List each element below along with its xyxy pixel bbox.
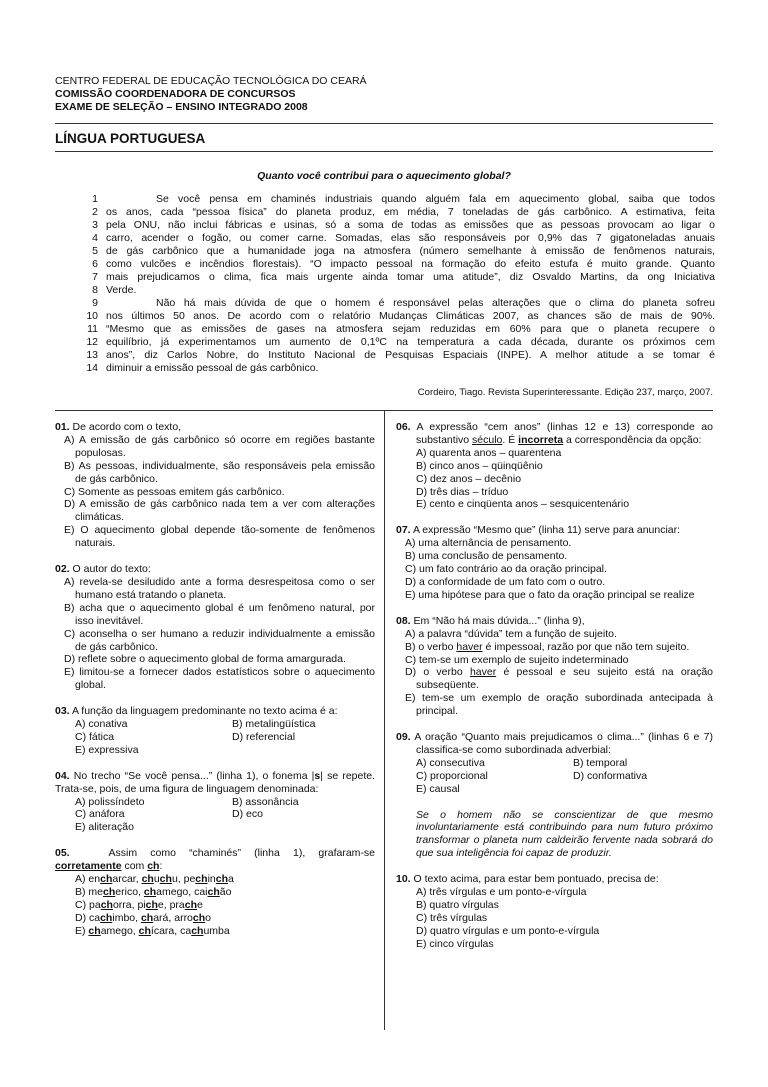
option-e[interactable]: E) uma hipótese para que o fato da oração principal se realize: [405, 588, 695, 601]
passage-line: [80, 271, 715, 284]
option-a[interactable]: A) polissíndeto: [75, 795, 145, 808]
emphasis-word: incorreta: [518, 433, 564, 446]
option-d[interactable]: D) reflete sobre o aquecimento global de forma amargurada.: [64, 653, 346, 666]
digraph: ch: [192, 911, 206, 924]
passage-line: [80, 284, 715, 297]
question-06: [396, 421, 713, 511]
option-a[interactable]: A) uma alternância de pensamento.: [405, 537, 572, 550]
line-number: 1: [92, 193, 98, 205]
underlined-word: haver: [469, 666, 497, 679]
opt-text: orra, pi: [112, 898, 146, 911]
options-list: [55, 873, 375, 938]
digraph: ch: [143, 886, 157, 898]
option-b[interactable]: B) uma conclusão de pensamento.: [405, 550, 568, 563]
opt-text: amego, cai: [156, 886, 208, 898]
option-e[interactable]: E) aliteração: [75, 821, 134, 834]
option-c[interactable]: C) fática: [75, 730, 115, 743]
question-07: [396, 524, 713, 601]
opt-text: é impessoal, razão por que não tem sujeito.: [482, 640, 690, 653]
option-c[interactable]: C) Somente as pessoas emitem gás carbônico.: [64, 485, 285, 498]
option-c[interactable]: [75, 899, 375, 912]
digraph: ch: [100, 911, 113, 924]
question-10: [396, 873, 713, 950]
option-e[interactable]: E) O aquecimento global depende tão-somente de fenômenos naturais.: [64, 524, 375, 550]
stem-text: A expressão “Mesmo que” (linha 11) serve para anunciar:: [412, 524, 681, 537]
opt-text: arcar,: [112, 873, 142, 886]
option-d[interactable]: D) três dias – tríduo: [416, 485, 509, 498]
option-c[interactable]: C) dez anos – decênio: [416, 472, 522, 485]
question-stem: [396, 421, 713, 447]
line-text: pela ONU, não inclui fábricas e usinas, só a soma de todas as emissões que as pessoas provocam ao ligar o: [106, 219, 715, 231]
opt-text: ícara, ca: [150, 924, 192, 937]
opt-text: D) ca: [75, 911, 101, 924]
option-e[interactable]: E) expressiva: [75, 743, 139, 756]
option-b[interactable]: B) As pessoas, individualmente, são responsáveis pela emissão de gás carbônico.: [64, 459, 375, 485]
option-b[interactable]: B) cinco anos – qüinqüênio: [416, 459, 543, 472]
question-number: 04.: [55, 769, 70, 782]
question-stem: [55, 770, 375, 796]
line-number: 5: [92, 245, 98, 257]
stem-text-cont: . É: [502, 433, 519, 446]
stem-text: O autor do texto:: [72, 563, 151, 576]
options-list: [396, 886, 713, 951]
option-a[interactable]: A) a palavra “dúvida” tem a função de sujeito.: [405, 627, 617, 640]
right-column: [396, 421, 713, 964]
opt-text: e, pra: [157, 898, 185, 911]
question-stem: [55, 421, 375, 434]
question-stem: [55, 847, 375, 860]
line-text: nos últimos 50 anos. De acordo com o relatório Mudanças Climáticas 2007, as chances são de mais de 90%.: [106, 310, 715, 322]
stem-text-end: a correspondência da opção:: [563, 433, 702, 446]
option-b[interactable]: B) metalingüística: [232, 718, 316, 731]
divider: [55, 151, 713, 152]
opt-text: in: [207, 873, 216, 886]
institution-header: [55, 75, 367, 114]
digraph: ch: [145, 898, 158, 911]
line-number: 14: [86, 362, 98, 374]
option-d[interactable]: D) A emissão de gás carbônico nada tem a ver com alterações climáticas.: [64, 498, 375, 524]
line-text: de gás carbônico que a humanidade joga na atmosfera (número semelhante à emissão de fenômenos naturais,: [106, 245, 715, 257]
opt-text: u, pe: [171, 873, 196, 886]
digraph: ch: [147, 860, 160, 873]
passage-line: [80, 336, 715, 349]
option-d[interactable]: D) quatro vírgulas e um ponto-e-vírgula: [416, 924, 600, 937]
header-commission: COMISSÃO COORDENADORA DE CONCURSOS: [55, 88, 296, 100]
question-stem: [396, 873, 713, 886]
option-d[interactable]: [75, 912, 375, 925]
option-a[interactable]: A) A emissão de gás carbônico só ocorre em regiões bastante populosas.: [64, 433, 375, 459]
stem-text: Assim como “chaminés” (linha 1), grafaram-se: [108, 847, 375, 860]
line-text: diminuir a emissão pessoal de gás carbônico.: [106, 362, 319, 374]
option-c[interactable]: C) aconselha o ser humano a reduzir individualmente a emissão de gás carbônico.: [64, 627, 375, 653]
header-exam: EXAME DE SELEÇÃO – ENSINO INTEGRADO 2008: [55, 101, 308, 113]
question-number: 01.: [55, 421, 70, 433]
option-d[interactable]: D) referencial: [232, 730, 296, 743]
option-e[interactable]: E) limitou-se a fornecer dados estatísticos sobre o aquecimento global.: [64, 666, 375, 692]
stem-text: O texto acima, para estar bem pontuado, precisa de:: [413, 873, 659, 886]
digraph: ch: [184, 898, 198, 911]
left-column: [55, 421, 375, 951]
passage-line: [80, 206, 715, 219]
options-list: [396, 447, 713, 512]
question-number: 10.: [396, 873, 411, 886]
option-a[interactable]: A) três vírgulas e um ponto-e-vírgula: [416, 886, 587, 899]
line-text: carro, acender o fogão, ou comer carne. Somadas, elas são responsáveis por 0,9% das 7 gigatoneladas anuais: [106, 232, 715, 244]
opt-text: C) pa: [75, 898, 101, 911]
option-c[interactable]: C) três vírgulas: [416, 911, 488, 924]
digraph: ch: [103, 886, 116, 898]
opt-text: u: [153, 873, 160, 886]
question-stem-cont: corretamente com ch:: [55, 860, 163, 873]
option-a[interactable]: A) consecutiva: [416, 756, 485, 769]
opt-text: E): [75, 924, 89, 937]
question-number: 05.: [55, 847, 70, 860]
passage-line: [80, 232, 715, 245]
option-b[interactable]: B) acha que o aquecimento global é um fenômeno natural, por isso inevitável.: [64, 601, 375, 627]
digraph: ch: [141, 873, 154, 886]
digraph: ch: [191, 924, 204, 937]
line-number: 11: [87, 323, 98, 335]
stem-text-cont: | se repete. Trata-se, pois, de uma figura de linguagem denominada:: [55, 769, 376, 795]
question-stem: [396, 615, 713, 628]
passage-line: [80, 219, 715, 232]
line-text: “Mesmo que as emissões de gases na atmosfera sejam reduzidas em 60% para que o planeta recupere o: [106, 323, 715, 335]
option-b[interactable]: [396, 641, 713, 654]
stem-text: A função da linguagem predominante no texto acima é a:: [71, 705, 338, 718]
option-b[interactable]: B) quatro vírgulas: [416, 899, 499, 911]
line-number: 6: [92, 258, 98, 270]
passage-line: [80, 323, 715, 336]
opt-text: ão: [219, 886, 232, 898]
question-number: 07.: [396, 524, 411, 537]
passage-line: [80, 193, 715, 206]
reading-passage: [80, 193, 715, 375]
digraph: ch: [88, 924, 101, 937]
opt-text: a: [228, 873, 234, 886]
option-e[interactable]: E) cinco vírgulas: [416, 937, 494, 950]
line-text: Não há mais dúvida de que o homem é responsável pelas alterações que o clima do planeta sofreu: [156, 297, 715, 309]
line-number: 9: [92, 297, 98, 309]
opt-text: erico,: [115, 886, 144, 898]
underlined-word: século: [472, 433, 503, 446]
header-institution: CENTRO FEDERAL DE EDUCAÇÃO TECNOLÓGICA DO CEARÁ: [55, 75, 367, 87]
option-b[interactable]: B) assonância: [232, 795, 299, 808]
question-stem: [55, 705, 375, 718]
line-text: como vulcões e incêndios florestais). “O impacto pessoal na formação do efeito estufa é muito grande. Quanto: [106, 258, 715, 270]
option-d[interactable]: [396, 666, 713, 692]
divider: [55, 123, 713, 124]
option-e[interactable]: E) causal: [416, 782, 460, 795]
digraph: ch: [215, 873, 229, 886]
question-02: [55, 563, 375, 692]
opt-text: D) o verbo: [405, 666, 470, 679]
line-text: anos”, diz Carlos Nobre, do Instituto Nacional de Pesquisas Espaciais (INPE). A melhor atitude a se tomar é: [106, 349, 715, 361]
option-d[interactable]: D) conformativa: [573, 769, 648, 782]
option-c[interactable]: C) um fato contrário ao da oração principal.: [405, 563, 607, 576]
passage-citation: Cordeiro, Tiago. Revista Superinteressante. Edição 237, março, 2007.: [417, 387, 713, 398]
stem-text: A expressão “cem anos” (linhas 12 e 13) corresponde ao substantivo: [416, 421, 713, 446]
opt-text: A) en: [75, 873, 101, 886]
options-grid: [55, 796, 375, 835]
option-a[interactable]: A) quarenta anos – quarentena: [416, 446, 562, 459]
opt-text: B) me: [75, 886, 104, 898]
question-stem: [396, 524, 713, 537]
column-divider: [384, 410, 385, 1030]
passage-title: Quanto você contribui para o aquecimento global?: [257, 170, 511, 182]
line-number: 3: [92, 219, 98, 231]
option-c[interactable]: C) anáfora: [75, 808, 125, 821]
digraph: ch: [138, 924, 151, 937]
quote-paragraph: Se o homem não se conscientizar de que mesmo involuntariamente está contribuindo para num futuro próximo transformar o planeta num caldeirão fervente nada sobrará do que sua inteligência foi capaz de produzir.: [416, 808, 713, 860]
line-number: 8: [92, 284, 98, 296]
opt-text: é pessoal e seu sujeito está na oração subseqüente.: [416, 666, 713, 692]
digraph: ch: [195, 873, 208, 886]
opt-text: umba: [203, 924, 230, 937]
question-number: 08.: [396, 614, 411, 627]
line-text: Verde.: [106, 284, 137, 296]
passage-line: [80, 310, 715, 323]
line-text: equilíbrio, já experimentamos um aumento de 0,1ºC na temperatura a cada década, durante os próximos cem: [106, 336, 715, 348]
stem-text: Em “Não há mais dúvida...” (linha 9),: [413, 614, 585, 627]
options-grid: [55, 718, 375, 757]
question-stem: [55, 563, 375, 576]
stem-text-cont: com: [124, 860, 145, 873]
question-number: 03.: [55, 705, 70, 718]
stem-text: A oração “Quanto mais prejudicamos o clima...” (linhas 6 e 7) classifica-se como subordinada adverbial:: [414, 731, 713, 756]
question-08: [396, 615, 713, 718]
opt-text: e: [197, 898, 203, 911]
phoneme: s: [314, 769, 321, 782]
stem-text: No trecho “Se você pensa...” (linha 1), o fonema |: [73, 769, 315, 782]
digraph: ch: [207, 886, 220, 898]
option-c[interactable]: C) tem-se um exemplo de sujeito indeterminado: [405, 653, 629, 666]
line-text: mais prejudicamos o clima, fica mais urgente ainda tomar uma atitude”, diz Osvaldo Martins, da ong Iniciativa: [106, 271, 715, 283]
option-e[interactable]: [75, 925, 375, 938]
opt-text: imbo,: [112, 911, 141, 924]
line-text: os anos, cada “pessoa física” do planeta produz, em média, 7 toneladas de gás carbônico. A estimativa, feita: [106, 206, 715, 218]
stem-text: De acordo com o texto,: [72, 421, 182, 433]
option-a[interactable]: A) conativa: [75, 718, 128, 731]
line-number: 4: [92, 232, 98, 244]
question-number: 02.: [55, 563, 70, 576]
options-grid: [396, 757, 713, 796]
opt-text: ará, arro: [153, 911, 193, 924]
emphasis-word: corretamente: [55, 860, 122, 873]
line-number: 7: [92, 271, 98, 283]
opt-text: amego,: [100, 924, 139, 937]
digraph: ch: [100, 873, 113, 886]
line-number: 13: [86, 349, 98, 361]
line-number: 10: [86, 310, 98, 322]
question-number: 09.: [396, 731, 411, 744]
question-01: [55, 421, 375, 550]
question-stem: [396, 731, 713, 757]
passage-line: [80, 245, 715, 258]
option-b[interactable]: [75, 886, 375, 899]
digraph: ch: [100, 898, 113, 911]
opt-text: o: [205, 911, 212, 924]
option-e[interactable]: E) cento e cinqüenta anos – sesquicentenário: [416, 498, 630, 511]
passage-line: [80, 297, 715, 310]
underlined-word: haver: [456, 640, 483, 653]
digraph: ch: [140, 911, 154, 924]
line-number: 12: [86, 336, 98, 348]
opt-text: B) o verbo: [405, 640, 457, 653]
line-text: Se você pensa em chaminés industriais quando alguém fala em aquecimento global, saiba que todos: [156, 193, 715, 205]
digraph: ch: [159, 873, 172, 886]
option-b[interactable]: B) temporal: [573, 756, 628, 769]
subject-title: LÍNGUA PORTUGUESA: [55, 131, 206, 146]
line-number: 2: [92, 206, 98, 218]
option-e[interactable]: E) tem-se um exemplo de oração subordinada antecipada à principal.: [405, 692, 713, 718]
option-d[interactable]: D) a conformidade de um fato com o outro.: [405, 575, 606, 588]
option-d[interactable]: D) eco: [232, 808, 263, 821]
option-a[interactable]: [75, 873, 375, 886]
question-09: [396, 731, 713, 860]
question-05: [55, 847, 375, 937]
option-c[interactable]: C) proporcional: [416, 769, 488, 782]
passage-line: [80, 349, 715, 362]
question-04: [55, 770, 375, 835]
passage-line: [80, 258, 715, 271]
passage-line: [80, 362, 715, 375]
question-03: [55, 705, 375, 757]
question-number: 06.: [396, 421, 411, 433]
option-a[interactable]: A) revela-se desiludido ante a forma desrespeitosa como o ser humano está tratando o planeta.: [64, 575, 375, 601]
